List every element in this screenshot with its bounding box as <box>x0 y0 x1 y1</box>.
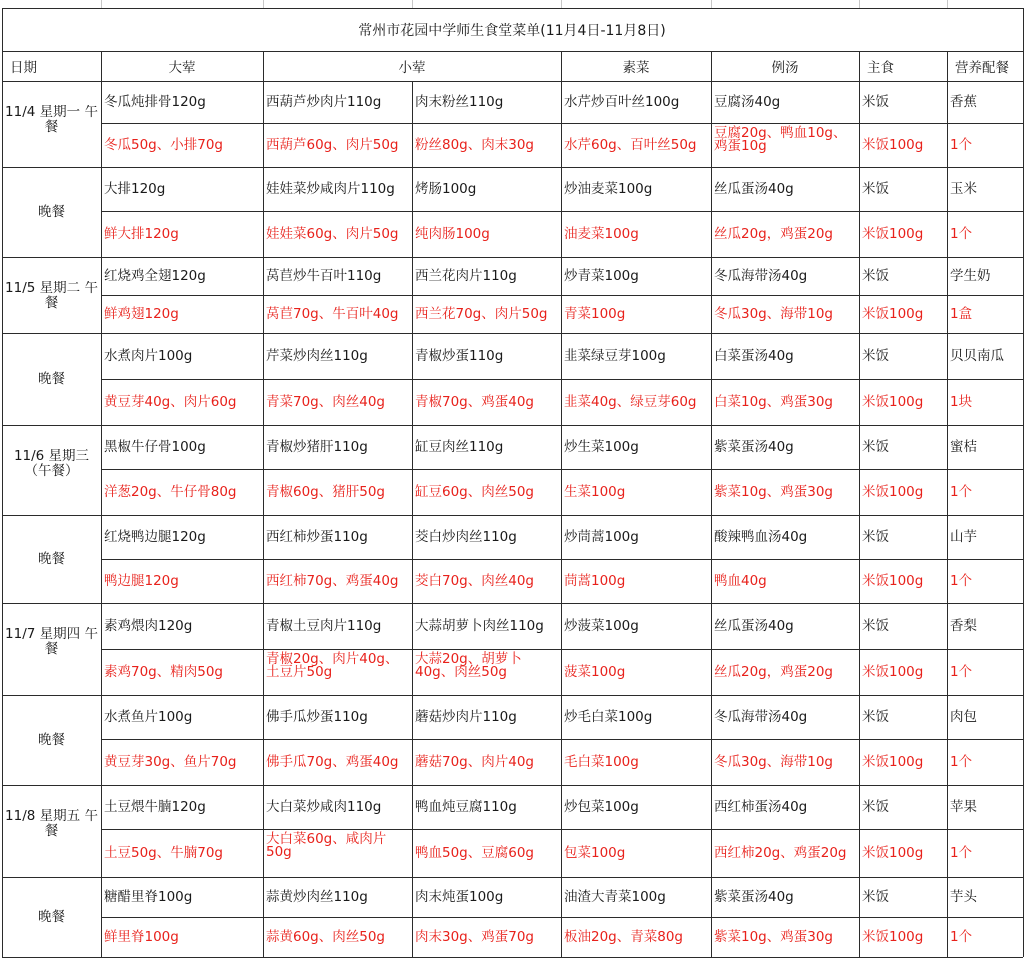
ingredient-cell: 茼蒿100g <box>564 573 626 589</box>
ingredient-cell: 土豆50g、牛腩70g <box>104 845 223 861</box>
ingredient-cell: 莴苣70g、牛百叶40g <box>266 306 399 322</box>
ingredient-cell: 黄豆芽30g、鱼片70g <box>104 754 237 770</box>
ingredient-cell: 白菜10g、鸡蛋30g <box>714 394 833 410</box>
dish-cell: 米饭 <box>862 529 889 545</box>
meal-date-label: 晚餐 <box>38 550 65 567</box>
meal-date-label: 晚餐 <box>38 908 65 925</box>
sheet-gridline-stub <box>947 0 948 8</box>
dish-cell: 西红柿炒蛋110g <box>266 529 368 545</box>
ingredient-cell: 米饭100g <box>862 754 924 770</box>
sheet-gridline-stub <box>561 0 562 8</box>
ingredient-cell: 西红柿20g、鸡蛋20g <box>714 845 847 861</box>
ingredient-cell: 缸豆60g、肉丝50g <box>415 484 534 500</box>
dish-cell: 黑椒牛仔骨100g <box>104 439 206 455</box>
dish-cell: 娃娃菜炒咸肉片110g <box>266 181 395 197</box>
dish-cell: 学生奶 <box>950 268 991 284</box>
ingredient-cell: 青椒20g、肉片40g、土豆片50g <box>266 651 399 680</box>
ingredient-cell: 水芹60g、百叶丝50g <box>564 137 697 153</box>
dish-cell: 肉包 <box>950 709 977 725</box>
dish-cell: 佛手瓜炒蛋110g <box>266 709 368 725</box>
ingredient-cell: 1盒 <box>950 306 973 322</box>
dish-cell: 炒青菜100g <box>564 268 639 284</box>
ingredient-cell: 1个 <box>950 929 973 945</box>
header-soup: 例汤 <box>771 60 799 76</box>
grid-col-line <box>947 51 948 957</box>
dish-cell: 西兰花肉片110g <box>415 268 517 284</box>
ingredient-cell: 菠菜100g <box>564 664 626 680</box>
meal-date-label: 11/4 星期一 午餐 <box>5 105 98 135</box>
ingredient-cell: 丝瓜20g，鸡蛋20g <box>714 664 833 680</box>
grid-row-line <box>101 211 1023 212</box>
dish-cell: 素鸡煨肉120g <box>104 618 193 634</box>
dish-cell: 米饭 <box>862 94 889 110</box>
ingredient-cell: 洋葱20g、牛仔骨80g <box>104 484 237 500</box>
ingredient-cell: 肉末30g、鸡蛋70g <box>415 929 534 945</box>
grid-col-line <box>263 51 264 957</box>
grid-row-line <box>2 877 1023 878</box>
ingredient-cell: 米饭100g <box>862 845 924 861</box>
dish-cell: 西红柿蛋汤40g <box>714 799 808 815</box>
header-vegetable: 素菜 <box>622 60 650 76</box>
dish-cell: 大白菜炒咸肉110g <box>266 799 382 815</box>
meal-date-label: 晚餐 <box>38 731 65 748</box>
ingredient-cell: 1块 <box>950 394 973 410</box>
header-main-meat: 大荤 <box>168 60 196 76</box>
dish-cell: 青椒土豆肉片110g <box>266 618 382 634</box>
grid-row-line <box>2 81 1023 82</box>
dish-cell: 水煮鱼片100g <box>104 709 193 725</box>
grid-col-line <box>101 51 102 957</box>
ingredient-cell: 冬瓜30g、海带10g <box>714 306 833 322</box>
grid-row-line <box>101 379 1023 380</box>
grid-row-line <box>2 785 1023 786</box>
ingredient-cell: 大蒜20g、胡萝卜40g、肉丝50g <box>415 651 522 680</box>
ingredient-cell: 冬瓜30g、海带10g <box>714 754 833 770</box>
sheet-gridline-stub <box>412 0 413 8</box>
ingredient-cell: 1个 <box>950 226 973 242</box>
ingredient-cell: 1个 <box>950 484 973 500</box>
dish-cell: 米饭 <box>862 268 889 284</box>
ingredient-cell: 1个 <box>950 664 973 680</box>
dish-cell: 肉末炖蛋100g <box>415 889 504 905</box>
dish-cell: 水煮肉片100g <box>104 348 193 364</box>
dish-cell: 红烧鸡全翅120g <box>104 268 206 284</box>
dish-cell: 西葫芦炒肉片110g <box>266 94 382 110</box>
header-date: 日期 <box>10 60 37 76</box>
ingredient-cell: 青椒70g、鸡蛋40g <box>415 394 534 410</box>
ingredient-cell: 鲜大排120g <box>104 226 179 242</box>
ingredient-cell: 大白菜60g、咸肉片50g <box>266 831 387 860</box>
grid-row-line <box>2 257 1023 258</box>
grid-row-line <box>101 739 1023 740</box>
grid-row-line <box>2 695 1023 696</box>
ingredient-cell: 西红柿70g、鸡蛋40g <box>266 573 399 589</box>
grid-row-line <box>101 469 1023 470</box>
dish-cell: 缸豆肉丝110g <box>415 439 504 455</box>
ingredient-cell: 西葫芦60g、肉片50g <box>266 137 399 153</box>
dish-cell: 玉米 <box>950 181 977 197</box>
dish-cell: 红烧鸭边腿120g <box>104 529 206 545</box>
ingredient-cell: 米饭100g <box>862 664 924 680</box>
grid-col-line <box>711 51 712 957</box>
grid-row-line <box>2 603 1023 604</box>
sheet-gridline-stub <box>711 0 712 8</box>
dish-cell: 炒菠菜100g <box>564 618 639 634</box>
ingredient-cell: 米饭100g <box>862 137 924 153</box>
dish-cell: 水芹炒百叶丝100g <box>564 94 680 110</box>
ingredient-cell: 娃娃菜60g、肉片50g <box>266 226 399 242</box>
grid-col-line <box>859 51 860 957</box>
dish-cell: 韭菜绿豆芽100g <box>564 348 666 364</box>
dish-cell: 糖醋里脊100g <box>104 889 193 905</box>
ingredient-cell: 蘑菇70g、肉片40g <box>415 754 534 770</box>
dish-cell: 白菜蛋汤40g <box>714 348 794 364</box>
ingredient-cell: 1个 <box>950 754 973 770</box>
grid-col-line <box>561 51 562 957</box>
ingredient-cell: 青菜70g、肉丝40g <box>266 394 385 410</box>
ingredient-cell: 毛白菜100g <box>564 754 639 770</box>
grid-row-line <box>2 333 1023 334</box>
dish-cell: 米饭 <box>862 889 889 905</box>
ingredient-cell: 西兰花70g、肉片50g <box>415 306 548 322</box>
dish-cell: 芋头 <box>950 889 977 905</box>
ingredient-cell: 1个 <box>950 845 973 861</box>
menu-title: 常州市花园中学师生食堂菜单(11月4日-11月8日) <box>358 22 666 39</box>
dish-cell: 土豆煨牛腩120g <box>104 799 206 815</box>
dish-cell: 炒包菜100g <box>564 799 639 815</box>
ingredient-cell: 粉丝80g、肉末30g <box>415 137 534 153</box>
dish-cell: 米饭 <box>862 709 889 725</box>
dish-cell: 米饭 <box>862 799 889 815</box>
ingredient-cell: 米饭100g <box>862 929 924 945</box>
ingredient-cell: 鸭边腿120g <box>104 573 179 589</box>
dish-cell: 鸭血炖豆腐110g <box>415 799 517 815</box>
sheet-gridline-stub <box>101 0 102 8</box>
grid-row-line <box>101 649 1023 650</box>
dish-cell: 大排120g <box>104 181 166 197</box>
ingredient-cell: 紫菜10g、鸡蛋30g <box>714 484 833 500</box>
dish-cell: 豆腐汤40g <box>714 94 781 110</box>
ingredient-cell: 素鸡70g、精肉50g <box>104 664 223 680</box>
dish-cell: 莴苣炒牛百叶110g <box>266 268 382 284</box>
header-nutrition: 营养配餐 <box>955 60 1009 76</box>
ingredient-cell: 青菜100g <box>564 306 626 322</box>
grid-border-line <box>2 8 3 957</box>
grid-row-line <box>101 559 1023 560</box>
meal-date-label: 11/8 星期五 午餐 <box>5 809 98 839</box>
dish-cell: 米饭 <box>862 439 889 455</box>
dish-cell: 炒油麦菜100g <box>564 181 653 197</box>
dish-cell: 油渣大青菜100g <box>564 889 666 905</box>
meal-date-label: 晚餐 <box>38 370 65 387</box>
dish-cell: 青椒炒猪肝110g <box>266 439 368 455</box>
meal-date-label: 11/6 星期三（午餐） <box>13 449 90 479</box>
dish-cell: 丝瓜蛋汤40g <box>714 618 794 634</box>
dish-cell: 蜜桔 <box>950 439 977 455</box>
dish-cell: 米饭 <box>862 348 889 364</box>
dish-cell: 米饭 <box>862 181 889 197</box>
ingredient-cell: 米饭100g <box>862 226 924 242</box>
dish-cell: 紫菜蛋汤40g <box>714 889 794 905</box>
grid-row-line <box>101 917 1023 918</box>
dish-cell: 丝瓜蛋汤40g <box>714 181 794 197</box>
ingredient-cell: 1个 <box>950 137 973 153</box>
meal-date-label: 11/5 星期二 午餐 <box>5 281 98 311</box>
ingredient-cell: 包菜100g <box>564 845 626 861</box>
ingredient-cell: 米饭100g <box>862 573 924 589</box>
sheet-gridline-stub <box>859 0 860 8</box>
ingredient-cell: 米饭100g <box>862 484 924 500</box>
dish-cell: 紫菜蛋汤40g <box>714 439 794 455</box>
ingredient-cell: 佛手瓜70g、鸡蛋40g <box>266 754 399 770</box>
dish-cell: 蒜黄炒肉丝110g <box>266 889 368 905</box>
grid-row-line <box>2 167 1023 168</box>
grid-row-line <box>101 123 1023 124</box>
ingredient-cell: 鸭血50g、豆腐60g <box>415 845 534 861</box>
ingredient-cell: 油麦菜100g <box>564 226 639 242</box>
dish-cell: 冬瓜炖排骨120g <box>104 94 206 110</box>
dish-cell: 香梨 <box>950 618 977 634</box>
grid-row-line <box>101 295 1023 296</box>
ingredient-cell: 板油20g、青菜80g <box>564 929 683 945</box>
grid-row-line <box>101 829 1023 830</box>
ingredient-cell: 丝瓜20g，鸡蛋20g <box>714 226 833 242</box>
ingredient-cell: 鸭血40g <box>714 573 767 589</box>
dish-cell: 炒茼蒿100g <box>564 529 639 545</box>
grid-row-line <box>2 51 1023 52</box>
ingredient-cell: 蒜黄60g、肉丝50g <box>266 929 385 945</box>
header-side-meat: 小荤 <box>398 60 426 76</box>
grid-row-line <box>2 515 1023 516</box>
dish-cell: 冬瓜海带汤40g <box>714 709 808 725</box>
dish-cell: 冬瓜海带汤40g <box>714 268 808 284</box>
sheet-gridline-stub <box>263 0 264 8</box>
dish-cell: 烤肠100g <box>415 181 477 197</box>
ingredient-cell: 韭菜40g、绿豆芽60g <box>564 394 697 410</box>
dish-cell: 炒生菜100g <box>564 439 639 455</box>
ingredient-cell: 米饭100g <box>862 306 924 322</box>
ingredient-cell: 紫菜10g、鸡蛋30g <box>714 929 833 945</box>
dish-cell: 苹果 <box>950 799 977 815</box>
ingredient-cell: 豆腐20g、鸭血10g、鸡蛋10g <box>714 125 847 154</box>
ingredient-cell: 米饭100g <box>862 394 924 410</box>
ingredient-cell: 纯肉肠100g <box>415 226 490 242</box>
header-staple: 主食 <box>867 60 894 76</box>
ingredient-cell: 鲜里脊100g <box>104 929 179 945</box>
dish-cell: 山芋 <box>950 529 977 545</box>
grid-row-line <box>2 957 1023 958</box>
dish-cell: 茭白炒肉丝110g <box>415 529 517 545</box>
dish-cell: 酸辣鸭血汤40g <box>714 529 808 545</box>
ingredient-cell: 青椒60g、猪肝50g <box>266 484 385 500</box>
dish-cell: 米饭 <box>862 618 889 634</box>
dish-cell: 芹菜炒肉丝110g <box>266 348 368 364</box>
dish-cell: 炒毛白菜100g <box>564 709 653 725</box>
ingredient-cell: 茭白70g、肉丝40g <box>415 573 534 589</box>
meal-date-label: 11/7 星期四 午餐 <box>5 627 98 657</box>
ingredient-cell: 黄豆芽40g、肉片60g <box>104 394 237 410</box>
ingredient-cell: 冬瓜50g、小排70g <box>104 137 223 153</box>
dish-cell: 大蒜胡萝卜肉丝110g <box>415 618 544 634</box>
grid-title-top-line <box>2 8 1023 9</box>
grid-row-line <box>2 425 1023 426</box>
dish-cell: 香蕉 <box>950 94 977 110</box>
ingredient-cell: 1个 <box>950 573 973 589</box>
meal-date-label: 晚餐 <box>38 203 65 220</box>
dish-cell: 肉末粉丝110g <box>415 94 504 110</box>
grid-col-line <box>412 81 413 957</box>
ingredient-cell: 生菜100g <box>564 484 626 500</box>
dish-cell: 青椒炒蛋110g <box>415 348 504 364</box>
ingredient-cell: 鲜鸡翅120g <box>104 306 179 322</box>
dish-cell: 贝贝南瓜 <box>950 348 1004 364</box>
dish-cell: 蘑菇炒肉片110g <box>415 709 517 725</box>
